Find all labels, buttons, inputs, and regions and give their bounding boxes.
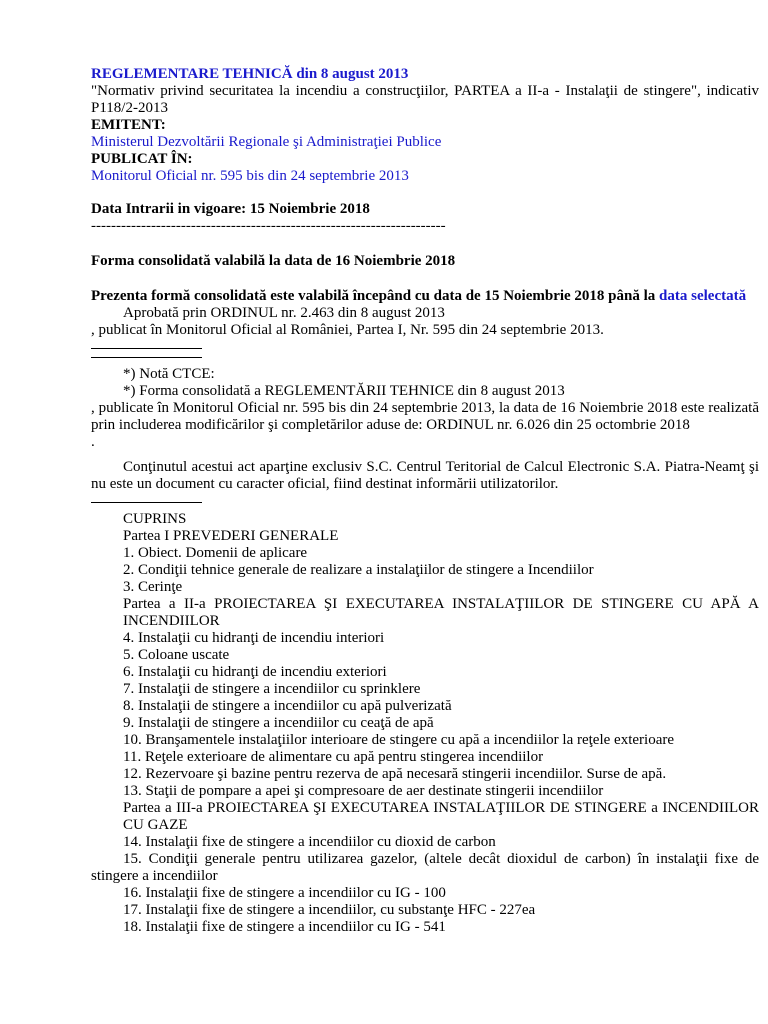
document-title[interactable]: REGLEMENTARE TEHNICĂ din 8 august 2013 [91,66,409,82]
cuprins-list-item[interactable]: 10. Branşamentele instalaţiilor interioare de stingere cu apă a incendiilor la reţele exterioare [123,732,675,748]
document-body [91,66,759,936]
cuprins-list-item[interactable]: 16. Instalaţii fixe de stingere a incendiilor cu IG - 100 [123,885,446,901]
cuprins-list-item[interactable]: 13. Staţii de pompare a apei şi compresoare de aer destinate stingerii incendiilor [123,783,604,799]
cuprins-list-item[interactable]: 15. Condiţii generale pentru utilizarea gazelor, (altele decât dioxidul de carbon) în instalaţii fixe de stingere a incendiilor [91,851,759,884]
cuprins-list-item[interactable]: 12. Rezervoare şi bazine pentru rezerva de apă necesară stingerii incendiilor. Surse de apă. [123,766,667,782]
prezenta-forma-paragraph [91,288,759,305]
horizontal-rule [91,348,202,349]
prezenta-forma-text: Prezenta formă consolidată este valabilă începând cu data de 15 Noiembrie 2018 până la [91,288,656,304]
data-intrare-vigoare: Data Intrarii in vigoare: 15 Noiembrie 2018 [91,201,370,217]
cuprins-list-item[interactable]: 4. Instalaţii cu hidranţi de incendiu interiori [123,630,385,646]
horizontal-rule [91,502,202,503]
aprobata-line: Aprobată prin ORDINUL nr. 2.463 din 8 august 2013 [123,305,445,321]
emitent-link[interactable]: Ministerul Dezvoltării Regionale şi Administraţiei Publice [91,134,442,150]
cuprins-list [91,528,759,936]
cuprins-list-item[interactable]: 11. Reţele exterioare de alimentare cu apă pentru stingerea incendiilor [123,749,544,765]
cuprins-list-item[interactable]: 1. Obiect. Domenii de aplicare [123,545,308,561]
publicat-monitor-line: , publicat în Monitorul Oficial al României, Partea I, Nr. 595 din 24 septembrie 2013. [91,322,604,338]
cuprins-list-item[interactable]: 18. Instalaţii fixe de stingere a incendiilor cu IG - 541 [123,919,446,935]
continut-disclaimer: Conţinutul acestui act aparţine exclusiv S.C. Centrul Teritorial de Calcul Electronic S.A. Piatra-Neamţ şi nu este un document cu caracter oficial, fiind destinat informării utilizatorilor. [91,459,759,492]
cuprins-list-item[interactable]: 5. Coloane uscate [123,647,230,663]
data-selectata-link[interactable]: data selectată [659,288,747,304]
cuprins-list-item[interactable]: Partea I PREVEDERI GENERALE [123,528,339,544]
nota-ctce-title: *) Notă CTCE: [123,366,215,382]
cuprins-list-item[interactable]: 2. Condiţii tehnice generale de realizare a instalaţiilor de stingere a Incendiilor [123,562,594,578]
cuprins-list-item[interactable]: 7. Instalaţii de stingere a incendiilor cu sprinklere [123,681,421,697]
horizontal-rule [91,357,202,358]
publicat-label: PUBLICAT ÎN: [91,151,193,167]
cuprins-section [91,511,759,936]
emitent-label: EMITENT: [91,117,166,133]
cuprins-title: CUPRINS [123,511,187,527]
cuprins-list-item[interactable]: 9. Instalaţii de stingere a incendiilor cu ceaţă de apă [123,715,434,731]
nota-dot: . [91,434,95,450]
nota-forma-line: *) Forma consolidată a REGLEMENTĂRII TEHNICE din 8 august 2013 [123,383,565,399]
forma-consolidata-heading: Forma consolidată valabilă la data de 16 Noiembrie 2018 [91,253,456,269]
cuprins-part-heading[interactable]: Partea a II-a PROIECTAREA ŞI EXECUTAREA INSTALAŢIILOR DE STINGERE CU APĂ A INCENDIILOR [123,596,759,629]
dashed-separator: ----------------------------------------------------------------------- [91,218,446,234]
document-subtitle: "Normativ privind securitatea la incendiu a construcţiilor, PARTEA a II-a - Instalaţii de stingere", indicativ P118/2-2013 [91,83,759,116]
cuprins-list-item[interactable]: 8. Instalaţii de stingere a incendiilor cu apă pulverizată [123,698,452,714]
cuprins-list-item[interactable]: 17. Instalaţii fixe de stingere a incendiilor, cu substanţe HFC - 227ea [123,902,536,918]
cuprins-list-item[interactable]: 14. Instalaţii fixe de stingere a incendiilor cu dioxid de carbon [123,834,496,850]
cuprins-list-item[interactable]: 3. Cerinţe [123,579,183,595]
publicat-link[interactable]: Monitorul Oficial nr. 595 bis din 24 septembrie 2013 [91,168,409,184]
cuprins-list-item[interactable]: 6. Instalaţii cu hidranţi de incendiu exteriori [123,664,387,680]
cuprins-part-heading[interactable]: Partea a III-a PROIECTAREA ŞI EXECUTAREA INSTALAŢIILOR DE STINGERE a INCENDIILOR CU GAZE [123,800,759,833]
nota-detail-paragraph: , publicate în Monitorul Oficial nr. 595 bis din 24 septembrie 2013, la data de 16 Noiembrie 2018 este realizată prin includerea modificărilor şi completărilor aduse de: ORDINUL nr. 6.026 din 25 octombrie 2018 [91,400,759,433]
